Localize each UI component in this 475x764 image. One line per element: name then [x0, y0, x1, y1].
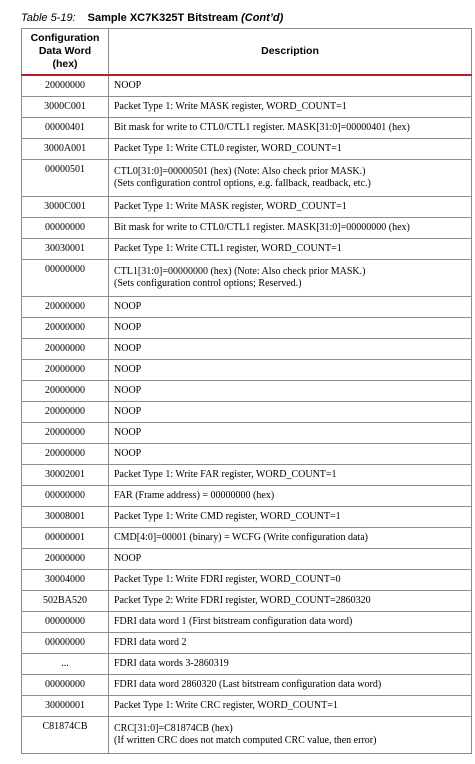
description-cell	[109, 444, 472, 465]
header-config-line3: (hex)	[52, 58, 78, 70]
description-line: NOOP	[114, 80, 142, 91]
config-data-word-cell: 502BA520	[22, 591, 109, 612]
description-cell	[109, 507, 472, 528]
table-row	[22, 197, 472, 218]
table-row	[22, 297, 472, 318]
description-line: Bit mask for write to CTL0/CTL1 register. MASK[31:0]=00000000 (hex)	[114, 222, 410, 233]
description-cell	[109, 75, 472, 97]
config-data-word-cell: 20000000	[22, 360, 109, 381]
header-description: Description	[109, 29, 472, 76]
description-line: FAR (Frame address) = 00000000 (hex)	[114, 490, 275, 501]
config-data-word-cell: 00000000	[22, 633, 109, 654]
config-data-word-cell: 3000A001	[22, 139, 109, 160]
description-cell	[109, 465, 472, 486]
config-data-word-cell: 00000001	[22, 528, 109, 549]
description-cell	[109, 197, 472, 218]
table-header-row	[22, 29, 472, 76]
config-data-word-cell: 00000401	[22, 118, 109, 139]
table-row	[22, 633, 472, 654]
config-data-word-cell: 00000000	[22, 675, 109, 696]
table-row	[22, 360, 472, 381]
description-line: NOOP	[114, 343, 142, 354]
description-cell	[109, 139, 472, 160]
description-line: CRC[31:0]=C81874CB (hex)	[114, 723, 233, 734]
description-cell	[109, 260, 472, 297]
table-title-text: Sample XC7K325T Bitstream	[87, 12, 239, 24]
table-row	[22, 549, 472, 570]
description-line: NOOP	[114, 364, 142, 375]
config-data-word-cell: ...	[22, 654, 109, 675]
description-line: Packet Type 1: Write CMD register, WORD_COUNT=1	[114, 511, 341, 522]
config-data-word-cell: C81874CB	[22, 717, 109, 754]
config-data-word-cell: 00000000	[22, 260, 109, 297]
description-line: NOOP	[114, 427, 142, 438]
description-line: (If written CRC does not match computed CRC value, then error)	[114, 735, 377, 746]
description-line: NOOP	[114, 448, 142, 459]
table-row	[22, 75, 472, 97]
description-line: CTL0[31:0]=00000501 (hex) (Note: Also check prior MASK.)	[114, 166, 366, 177]
table-row	[22, 402, 472, 423]
description-cell	[109, 675, 472, 696]
bitstream-table	[21, 28, 472, 754]
description-cell	[109, 339, 472, 360]
description-cell	[109, 218, 472, 239]
description-cell	[109, 612, 472, 633]
table-row	[22, 696, 472, 717]
description-line: NOOP	[114, 553, 142, 564]
description-cell	[109, 570, 472, 591]
config-data-word-cell: 00000000	[22, 218, 109, 239]
config-data-word-cell: 30000001	[22, 696, 109, 717]
table-row	[22, 507, 472, 528]
table-caption	[21, 10, 471, 26]
description-line: FDRI data word 2	[114, 637, 187, 648]
description-cell	[109, 118, 472, 139]
table-row	[22, 260, 472, 297]
table-row	[22, 239, 472, 260]
config-data-word-cell: 3000C001	[22, 97, 109, 118]
description-cell	[109, 360, 472, 381]
table-row	[22, 465, 472, 486]
table-row	[22, 486, 472, 507]
table-row	[22, 570, 472, 591]
table-row	[22, 339, 472, 360]
config-data-word-cell: 20000000	[22, 402, 109, 423]
table-row	[22, 318, 472, 339]
description-cell	[109, 402, 472, 423]
table-row	[22, 675, 472, 696]
config-data-word-cell: 20000000	[22, 444, 109, 465]
config-data-word-cell: 20000000	[22, 297, 109, 318]
description-line: NOOP	[114, 385, 142, 396]
description-cell	[109, 717, 472, 754]
config-data-word-cell: 30030001	[22, 239, 109, 260]
description-line: Packet Type 1: Write FAR register, WORD_COUNT=1	[114, 469, 337, 480]
description-cell	[109, 423, 472, 444]
table-row	[22, 118, 472, 139]
description-cell	[109, 549, 472, 570]
config-data-word-cell: 20000000	[22, 423, 109, 444]
description-line: Packet Type 1: Write FDRI register, WORD_COUNT=0	[114, 574, 341, 585]
description-cell	[109, 486, 472, 507]
description-line: Packet Type 1: Write CTL0 register, WORD_COUNT=1	[114, 143, 342, 154]
description-line: FDRI data word 2860320 (Last bitstream configuration data word)	[114, 679, 382, 690]
table-row	[22, 528, 472, 549]
config-data-word-cell: 00000000	[22, 486, 109, 507]
config-data-word-cell: 20000000	[22, 381, 109, 402]
description-cell	[109, 239, 472, 260]
description-line: FDRI data words 3-2860319	[114, 658, 229, 669]
description-cell	[109, 696, 472, 717]
table-row	[22, 591, 472, 612]
config-data-word-cell: 30004000	[22, 570, 109, 591]
config-data-word-cell: 30008001	[22, 507, 109, 528]
description-line: CMD[4:0]=00001 (binary) = WCFG (Write configuration data)	[114, 532, 368, 543]
description-cell	[109, 633, 472, 654]
table-row	[22, 139, 472, 160]
description-cell	[109, 160, 472, 197]
table-body	[22, 75, 472, 754]
description-line: (Sets configuration control options; Reserved.)	[114, 278, 302, 289]
table-row	[22, 444, 472, 465]
description-line: NOOP	[114, 301, 142, 312]
description-cell	[109, 97, 472, 118]
table-row	[22, 612, 472, 633]
description-line: FDRI data word 1 (First bitstream configuration data word)	[114, 616, 353, 627]
description-line: Packet Type 1: Write CRC register, WORD_COUNT=1	[114, 700, 338, 711]
table-row	[22, 160, 472, 197]
description-cell	[109, 654, 472, 675]
config-data-word-cell: 20000000	[22, 318, 109, 339]
table-row	[22, 654, 472, 675]
description-line: Packet Type 1: Write MASK register, WORD_COUNT=1	[114, 101, 347, 112]
config-data-word-cell: 20000000	[22, 549, 109, 570]
description-line: NOOP	[114, 322, 142, 333]
table-row	[22, 218, 472, 239]
table-number: Table 5-19:	[21, 12, 76, 24]
table-title-suffix: (Cont’d)	[241, 12, 284, 24]
description-cell	[109, 381, 472, 402]
header-config-line1: Configuration	[30, 32, 100, 44]
description-cell	[109, 591, 472, 612]
description-line: (Sets configuration control options, e.g. fallback, readback, etc.)	[114, 178, 371, 189]
table-row	[22, 381, 472, 402]
table-row	[22, 717, 472, 754]
description-line: Bit mask for write to CTL0/CTL1 register. MASK[31:0]=00000401 (hex)	[114, 122, 410, 133]
description-line: Packet Type 1: Write MASK register, WORD_COUNT=1	[114, 201, 347, 212]
table-row	[22, 423, 472, 444]
description-line: Packet Type 2: Write FDRI register, WORD_COUNT=2860320	[114, 595, 371, 606]
header-config-line2: Data Word	[38, 45, 92, 57]
header-config-data-word	[22, 29, 109, 76]
config-data-word-cell: 30002001	[22, 465, 109, 486]
config-data-word-cell: 00000501	[22, 160, 109, 197]
description-cell	[109, 318, 472, 339]
table-title	[88, 12, 284, 24]
table-row	[22, 97, 472, 118]
config-data-word-cell: 20000000	[22, 75, 109, 97]
config-data-word-cell: 20000000	[22, 339, 109, 360]
description-line: CTL1[31:0]=00000000 (hex) (Note: Also check prior MASK.)	[114, 266, 366, 277]
description-line: NOOP	[114, 406, 142, 417]
config-data-word-cell: 00000000	[22, 612, 109, 633]
config-data-word-cell: 3000C001	[22, 197, 109, 218]
description-line: Packet Type 1: Write CTL1 register, WORD_COUNT=1	[114, 243, 342, 254]
description-cell	[109, 528, 472, 549]
description-cell	[109, 297, 472, 318]
